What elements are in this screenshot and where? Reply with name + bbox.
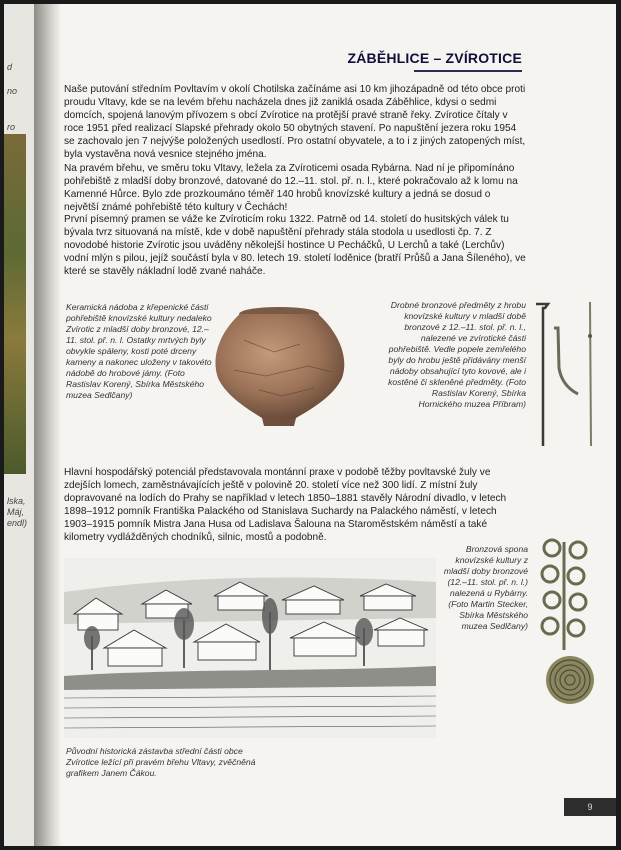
paragraph-history: První písemný pramen se váže ke Zvíroticím roku 1322. Patrně od 14. století do husitských válek tu bývala tvrz situovaná na místě, kde v době napuštění přehrady stála stodola u usedlosti čp. 7. Z novodobé historie Zvírotic jsou uváděny několejší hostince U Pecháčků, U Lerchů a také (Lerchův) vodní mlýn s pilou, jejíž součástí byla v 80. letech 19. století loděnice (bratří Průšů a Jana Šíleného), ve které se stavěly nákladní lodě zvané naháče. bbox=[64, 214, 526, 277]
prev-page-fragment: ro bbox=[7, 122, 16, 132]
village-engraving bbox=[64, 558, 436, 738]
paragraph-zabehlice: Naše putování středním Povltavím v okolí Chotilska začínáme asi 10 km jihozápadně od této obce proti proudu Vltavy, kde se na levém břehu nacházela dnes již zaniklá osada Záběhlice, kdysi o sedmi domcích, spojená lanovým přívozem s obcí Zvírotice na protější pravé straně řeky. Zvírotice čítaly v roce 1951 před realizací Slapské přehrady okolo 50 obytných stavení. Po napuštění jezera roku 1954 se zachovalo jen 7 nejvýše položených usedlostí. Pro ostatní obyvatele, a to i z jiných zatopených míst, byla vystavěna nová vesnice stejného jména. bbox=[64, 84, 526, 160]
paragraph-rybarna: Na pravém břehu, ve směru toku Vltavy, ležela za Zvíroticemi osada Rybárna. Nad ní je připomínáno pohřebiště z mladší doby bronzové, datované do 12.–11. stol. př. n. l., které pokračovalo až k lomu na Kamenné Hůrce. Bylo zde prozkoumáno téměř 140 hrobů knovízské kultury a jedná se dosud o největší známé pohřebiště této kultury v Čechách! bbox=[64, 163, 518, 213]
book-page bbox=[4, 4, 616, 846]
caption-brooch: Bronzová spona knovízské kultury z mladší doby bronzové (12.–11. stol. př. n. l.) nalezená u Rybárny. (Foto Martin Stecker, Sbírka Městského muzea Sedlčany) bbox=[443, 544, 528, 631]
previous-page-edge bbox=[4, 4, 34, 846]
page-title: ZÁBĚHLICE – ZVÍROTICE bbox=[347, 50, 522, 66]
caption-bronze-items: Drobné bronzové předměty z hrobu knovízské kultury v mladší době bronzové z 12.–11. stol. př. n. l., nalezené ve zvírotické části pohřebiště. Vedle popele zemřelého byly do hrobu ještě přidávány menší nádoby obsahující tyto kovové, ale i kostěné či skleněné předměty. (Foto Rastislav Korený, Sbírka Hornického muzea Příbram) bbox=[388, 300, 526, 409]
bronze-pins-photo bbox=[528, 296, 608, 456]
title-underline bbox=[414, 70, 522, 72]
prev-page-fragment: lska, bbox=[7, 496, 26, 506]
previous-page-photo bbox=[4, 134, 26, 474]
prev-page-fragment: d bbox=[7, 62, 13, 72]
caption-vessel: Keramická nádoba z křepenické části pohřebiště knovízské kultury nedaleko Zvírotic z mladší doby bronzové, 12.–11. stol. př. n. l. Ostatky mrtvých byly obvykle spáleny, kosti poté drceny kameny a nakonec uloženy v takovéto nádobě do hrobové jámy. (Foto Rastislav Korený, Sbírka Městského muzea Sedlčany) bbox=[66, 302, 212, 400]
prev-page-fragment: Máj, bbox=[7, 507, 25, 517]
prev-page-fragment: no bbox=[7, 86, 18, 96]
page-number: 9 bbox=[564, 798, 616, 816]
caption-village: Původní historická zástavba střední části obce Zvírotice ležící při pravém břehu Vltavy, zvěčněná grafikem Janem Čákou. bbox=[66, 746, 256, 778]
ceramic-vessel-photo bbox=[204, 300, 354, 430]
book-gutter bbox=[34, 4, 60, 846]
paragraph-granite: Hlavní hospodářský potenciál představovala montánní praxe v podobě těžby povltavské žuly ve zdejších lomech, zaměstnávajících ještě v polovině 20. století více než 300 lidí. Z místní žuly dopravované na lodích do Prahy se například v letech 1850–1881 stavěly Národní divadlo, v letech 1898–1912 pomník Františka Palackého od Stanislava Suchardy na Palackého náměstí, v letech 1903–1915 pomník Mistra Jana Husa od Ladislava Šalouna na Staroměstském náměstí a také kilometry vydlážděných chodníků, silnic, mostů a podobně. bbox=[64, 467, 507, 543]
prev-page-fragment: endl) bbox=[7, 518, 28, 528]
bronze-brooch-photo bbox=[530, 534, 610, 714]
